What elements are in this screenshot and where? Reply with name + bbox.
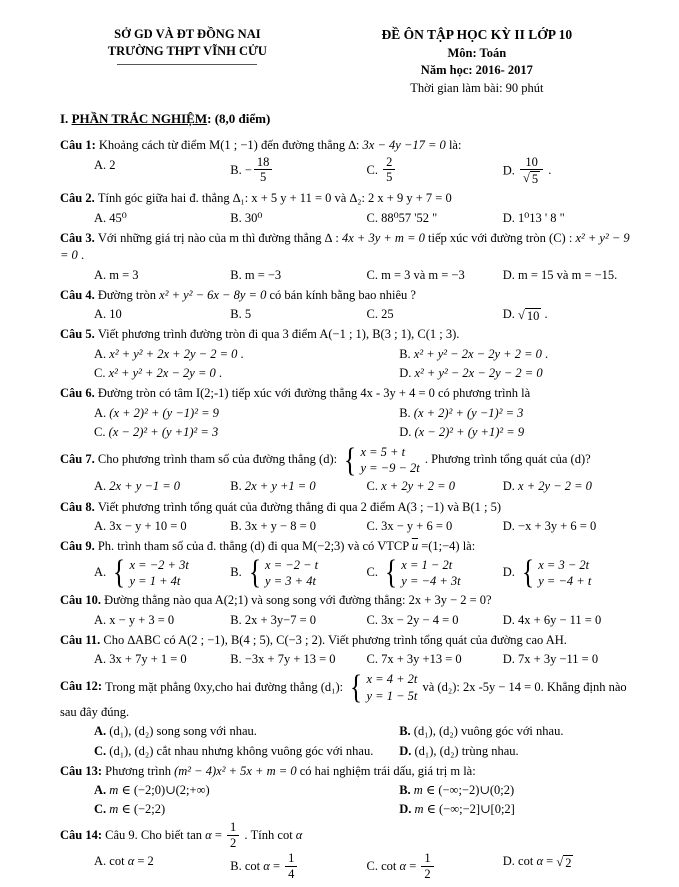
option-text [414,425,524,439]
answer-option [230,209,366,227]
option-key: D. [399,802,415,817]
question-text: Đường tròn có tâm I(2;-1) tiếp xúc với đường thẳng 4x - 3y + 4 = 0 có phương trình là [97,386,531,401]
fraction: $\frac{1}{4}$ [285,851,297,881]
question-label: Câu 13: [60,763,106,778]
answer-option [230,266,366,284]
option-text: − $\frac{18}{5}$ [245,163,275,177]
answer-option [94,742,399,760]
option-key: C. [94,424,109,439]
answer-option [366,554,503,592]
option-text: m ∈ (−∞;−2)∪(0;2) [413,783,515,798]
question-list [60,137,639,882]
answer-option [230,852,366,882]
math-italic: m [109,783,119,798]
answer-option [94,305,230,323]
question-text-line [60,763,639,781]
answer-option [230,156,366,187]
question-label: Câu 7. [60,452,98,467]
answer-option [94,781,399,799]
question [60,190,639,227]
question [60,763,639,819]
answer-options [60,650,639,668]
math-italic: x + 2y + 2 = 0 [381,479,455,494]
fraction: $\frac{1}{2}$ [227,820,239,850]
school-name: TRƯỜNG THPT VĨNH CỬU [107,43,267,58]
option-key: C. [366,612,382,627]
question-text-line [60,287,639,305]
question-text-line [60,669,639,707]
question-label: Câu 11. [60,632,104,647]
equation-system: { x = −2 + 3t y = 1 + 4t [113,554,189,592]
question-text: Cho phương trình tham số của đường thẳng (d): { x = 5 + t y = −9 − 2t . Phương trình tổng quát của (d)? [97,441,591,479]
option-text: 5 [244,307,252,322]
option-text [245,479,316,493]
option-text [109,479,180,493]
school-block [60,26,315,65]
option-text: m ∈ (−∞;−2]∪[0;2] [414,802,515,817]
answer-option [230,305,366,323]
answer-option [367,611,503,629]
option-text: cot α = √ 2 [518,854,572,870]
option-text: (d₁), (d₂) vuông góc với nhau. [413,724,564,739]
option-key: A. [94,267,110,282]
answer-options [60,517,639,535]
option-text: 3x + y − 8 = 0 [244,519,316,534]
answer-option [399,781,639,799]
option-key: A. [94,724,110,739]
option-key: C. [366,479,382,494]
answer-options [60,611,639,629]
section-suffix: : (8,0 điểm) [207,111,271,127]
option-text [109,554,191,592]
option-key: B. [399,346,414,361]
square-root: √ 2 [556,854,572,870]
option-text [414,366,542,380]
question-text: Phương trình (m² − 4)x² + 5x + m = 0 có hai nghiệm trái dấu, giá trị m là: [105,763,476,778]
answer-option [94,554,230,592]
option-key: D. [502,307,519,322]
answer-option [230,477,366,495]
answer-option [94,266,230,284]
option-key: B. [230,612,245,627]
math-italic: α [127,854,135,869]
option-text: (d₁), (d₂) trùng nhau. [414,743,519,758]
department-name: SỞ GD VÀ ĐT ĐỒNG NAI [114,27,261,41]
option-text: cot α = 2 [109,854,154,869]
option-key: A. [94,157,110,172]
option-text: x² + y² + 2x + 2y − 2 = 0 . [109,346,244,361]
option-key: C. [94,366,109,381]
equation-system: { x = −2 − t y = 3 + 4t [248,554,319,592]
section-prefix: I. [60,111,72,127]
option-text: (d₁), (d₂) cắt nhau nhưng không vuông góc với nhau. [109,743,374,758]
option-key: D. [502,564,519,579]
answer-option [94,364,399,382]
option-key: D. [399,424,415,439]
option-text: m ∈ (−2;0)∪(2;+∞) [109,783,210,798]
answer-option [94,800,399,818]
option-key: C. [366,858,382,873]
fraction: $\frac{18}{5}$ [254,155,273,185]
option-text: 3x − 2y − 4 = 0 [381,612,459,627]
fraction: 10 √ 5 [520,155,543,186]
question-label: Câu 12: [60,679,106,694]
question-text: Câu 9. Cho biết tan α = $\frac{1}{2}$ . Tính cot α [105,820,303,850]
answer-option [503,209,639,227]
document-header [60,26,639,97]
answer-option [94,209,230,227]
option-text [518,554,593,592]
option-text [109,406,219,420]
equation-system: { x = 4 + 2t y = 1 − 5t [350,669,418,707]
answer-option [94,404,399,422]
option-text: m = 3 [109,267,139,282]
answer-options [60,404,639,441]
question-text-line [60,190,639,208]
question-text: Viết phương trình tổng quát của đường thẳng đi qua 2 điểm A(3 ; −1) và B(1 ; 5) [97,499,502,514]
question [60,137,639,187]
math-italic: x + 2y − 2 = 0 [518,479,592,494]
equation-system: { x = 1 − 2t y = −4 + 3t [385,554,461,592]
math-italic: 2x + y +1 = 0 [244,479,316,494]
option-text [414,406,524,420]
option-text: x² + y² + 2x − 2y = 0 . [108,366,223,381]
question-label: Câu 3. [60,230,98,245]
option-key: C. [366,652,382,667]
math-italic: x² + y² − 6x − 8y = 0 [159,287,267,302]
answer-option [94,852,230,882]
answer-option [94,722,399,740]
answer-option [94,156,230,187]
question-text: Với những giá trị nào của m thì đường thẳng ∆ : 4x + 3y + m = 0 tiếp xúc với đường tròn (C) : x² + y² − 9 = 0 . [60,230,630,263]
equation-system: { x = 3 − 2t y = −4 + t [522,554,592,592]
question [60,592,639,629]
option-key: B. [230,479,245,494]
option-key: C. [94,743,110,758]
math-italic: m [109,802,119,817]
equation-system: { x = 5 + t y = −9 − 2t [344,441,420,479]
option-text: m = 3 và m = −3 [381,267,465,282]
option-text: m ∈ (−2;2) [109,802,166,817]
math-italic: (x − 2)² + (y +1)² = 3 [108,424,219,439]
option-key: C. [366,162,382,177]
answer-option [502,554,639,592]
question-label: Câu 5. [60,327,98,342]
answer-option [503,477,639,495]
question [60,441,639,496]
math-italic: (x + 2)² + (y −1)² = 9 [109,405,219,420]
option-text: 7x + 3y +13 = 0 [381,652,462,667]
math-italic: 2x + y −1 = 0 [109,479,181,494]
question-text: Viết phương trình đường tròn đi qua 3 điểm A(−1 ; 1), B(3 ; 1), C(1 ; 3). [97,327,460,342]
question [60,326,639,382]
option-key: C. [366,564,382,579]
option-text: 3x + 7y + 1 = 0 [109,652,187,667]
option-text [381,554,463,592]
header-divider [117,63,257,65]
option-text [381,154,397,185]
question-text: Ph. trình tham số của đ. thẳng (d) đi qua M(−2;3) và có VTCP $\overline{u}$ =(1;−4) là: [97,539,476,554]
option-text: x − y + 3 = 0 [109,612,175,627]
answer-option [94,345,399,363]
question-text-line [60,441,639,479]
option-text: 7x + 3y −11 = 0 [518,652,599,667]
option-text: 1⁰13 ' 8 " [518,210,565,225]
math-italic: x² + y² + 2x + 2y − 2 = 0 [109,346,238,361]
option-key: B. [230,652,245,667]
question-label: Câu 14: [60,828,106,843]
math-italic: (x + 2)² + (y −1)² = 3 [413,405,524,420]
question-label: Câu 8. [60,499,98,514]
option-key: D. [502,612,519,627]
answer-option [367,477,503,495]
answer-option [367,852,503,882]
option-key: D. [502,854,519,869]
answer-options [60,722,639,759]
answer-options [60,345,639,382]
option-text: 88⁰57 '52 " [381,210,438,225]
option-key: D. [502,267,519,282]
option-text: 25 [381,307,394,322]
option-key: D. [502,210,519,225]
option-key: A. [94,405,110,420]
option-key: B. [399,783,414,798]
question [60,821,639,882]
question-label: Câu 2. [60,191,98,206]
answer-option [230,650,366,668]
exam-block [315,26,639,97]
answer-option [503,156,639,187]
answer-option [399,345,639,363]
question [60,538,639,592]
option-key: A. [94,854,110,869]
option-text: 45⁰ [109,210,127,225]
option-text: √ 10 . [518,307,548,323]
section-title [60,111,639,127]
square-root: √ 5 [523,170,539,186]
question-text-line [60,538,639,556]
question [60,230,639,284]
question-text: Tính góc giữa hai đ. thẳng ∆₁: x + 5 y + 11 = 0 và ∆₂: 2 x + 9 y + 7 = 0 [97,191,452,206]
option-key: B. [230,519,245,534]
question [60,499,639,536]
answer-option [94,650,230,668]
answer-option [367,156,503,187]
answer-option [230,611,366,629]
option-key: B. [230,858,245,873]
math-italic: α [263,858,270,873]
math-italic: (x − 2)² + (y +1)² = 9 [414,424,525,439]
exam-title: ĐỀ ÔN TẬP HỌC KỲ II LỚP 10 [381,27,573,42]
question-text: Đường tròn x² + y² − 6x − 8y = 0 có bán kính bằng bao nhiêu ? [97,287,416,302]
question-label: Câu 1: [60,138,99,153]
math-italic: α [536,854,543,869]
option-key: D. [502,479,519,494]
answer-option [503,266,639,284]
option-key: D. [502,652,519,667]
answer-option [503,305,639,323]
option-key: D. [399,366,415,381]
fraction: $\frac{1}{2}$ [421,851,433,881]
exam-duration: Thời gian làm bài: 90 phút [410,80,544,95]
question-text: Đường thẳng nào qua A(2;1) và song song với đường thẳng: 2x + 3y − 2 = 0? [104,593,492,608]
answer-options [60,209,639,227]
answer-option [367,517,503,535]
question-text-line [60,632,639,650]
option-key: A. [94,783,110,798]
option-key: A. [94,652,110,667]
option-text [245,554,320,592]
math-italic: 3x − 4y −17 = 0 [362,138,446,153]
answer-options [60,781,639,818]
answer-option [367,209,503,227]
option-key: C. [366,210,382,225]
option-text: 30⁰ [244,210,263,225]
square-root: √ 10 [518,307,540,323]
question-label: Câu 9. [60,539,98,554]
answer-option [399,423,639,441]
question-text-line [60,385,639,403]
question-text-line [60,592,639,610]
answer-options [60,554,639,592]
question [60,385,639,441]
option-text: cot α = $\frac{1}{2}$ [381,859,436,873]
answer-option [503,611,639,629]
option-key: C. [366,519,382,534]
question [60,671,639,759]
option-key: A. [94,564,110,579]
question-text-line [60,326,639,344]
vector: $\overline{u}$ [411,539,419,554]
option-key: B. [230,564,245,579]
option-text: 3x − y + 6 = 0 [381,519,453,534]
math-italic: α [205,828,212,843]
answer-options [60,852,639,882]
answer-option [367,266,503,284]
option-key: A. [94,346,110,361]
question [60,632,639,669]
option-text: m = −3 [244,267,282,282]
option-key: A. [94,210,110,225]
answer-option [399,742,639,760]
question-text-line [60,230,639,265]
exam-subject: Môn: Toán [447,45,507,60]
question-text-line [60,499,639,517]
answer-options [60,477,639,495]
question-text: Cho ∆ABC có A(2 ; −1), B(4 ; 5), C(−3 ; 2). Viết phương trình tổng quát của đường cao AH. [103,632,567,647]
answer-option [503,517,639,535]
answer-option [399,722,639,740]
option-key: A. [94,612,110,627]
option-key: A. [94,519,110,534]
option-key: B. [399,405,414,420]
math-italic: m [414,802,424,817]
option-key: B. [230,162,245,177]
answer-option [94,477,230,495]
option-key: C. [94,802,110,817]
question-text-continued: sau đây đúng. [60,704,130,719]
math-italic: x² + y² − 2x − 2y + 2 = 0 [413,346,542,361]
answer-option [399,800,639,818]
question-text-line [60,137,639,155]
option-text: cot α = $\frac{1}{4}$ [245,859,300,873]
option-text [109,425,219,439]
option-text: 2 [109,157,116,172]
option-text: 4x + 6y − 11 = 0 [518,612,602,627]
option-key: C. [366,267,382,282]
math-italic: x² + y² + 2x − 2y = 0 [108,366,216,381]
answer-option [94,423,399,441]
option-text: x² + y² − 2x − 2y + 2 = 0 . [413,346,549,361]
answer-option [230,517,366,535]
math-italic: x² + y² − 9 = 0 [60,230,630,263]
question-label: Câu 10. [60,593,105,608]
answer-options [60,305,639,323]
option-text: −3x + 7y + 13 = 0 [244,652,336,667]
math-italic: α [399,858,407,873]
math-italic: x² + y² − 2x − 2y − 2 = 0 [414,366,543,381]
answer-option [94,611,230,629]
answer-option [503,852,639,882]
option-text [381,479,455,493]
option-text: m = 15 và m = −15. [518,267,618,282]
option-key: B. [230,307,245,322]
option-key: D. [399,743,415,758]
answer-option [503,650,639,668]
math-italic: (m² − 4)x² + 5x + m = 0 [174,763,297,778]
answer-option [399,364,639,382]
option-key: D. [502,163,519,178]
math-italic: 4x + 3y + m = 0 [341,230,425,245]
answer-option [230,554,366,592]
question-text: Khoảng cách từ điểm M(1 ; −1) đến đường thẳng ∆: 3x − 4y −17 = 0 là: [98,138,462,153]
option-text: 2x + 3y−7 = 0 [244,612,316,627]
option-text: 10 √ 5 . [518,163,551,177]
answer-option [94,517,230,535]
question [60,287,639,324]
answer-options [60,156,639,187]
option-key: B. [230,210,245,225]
option-text: 3x − y + 10 = 0 [109,519,187,534]
option-text: (d₁), (d₂) song song với nhau. [109,724,257,739]
answer-option [399,404,639,422]
question-text: Trong mặt phẳng 0xy,cho hai đường thẳng (d₁): { x = 4 + 2t y = 1 − 5t và (d₂): 2x -5y − 14 = 0. Khẳng định nào [105,669,627,707]
answer-options [60,266,639,284]
section-name: PHẦN TRẮC NGHIỆM [71,111,208,127]
question-text-line [60,821,639,851]
option-key: B. [399,724,414,739]
option-key: C. [366,307,382,322]
question-label: Câu 6. [60,386,98,401]
answer-option [367,650,503,668]
question-label: Câu 4. [60,287,98,302]
math-italic: α [295,828,303,843]
option-text: 10 [109,307,122,322]
option-key: B. [230,267,245,282]
option-key: D. [502,519,519,534]
fraction: $\frac{2}{5}$ [383,155,395,185]
option-text [518,479,592,493]
option-key: A. [94,479,110,494]
option-key: A. [94,307,110,322]
option-text: −x + 3y + 6 = 0 [518,519,597,534]
exam-year: Năm học: 2016- 2017 [420,63,533,78]
math-italic: m [413,783,423,798]
answer-option [367,305,503,323]
